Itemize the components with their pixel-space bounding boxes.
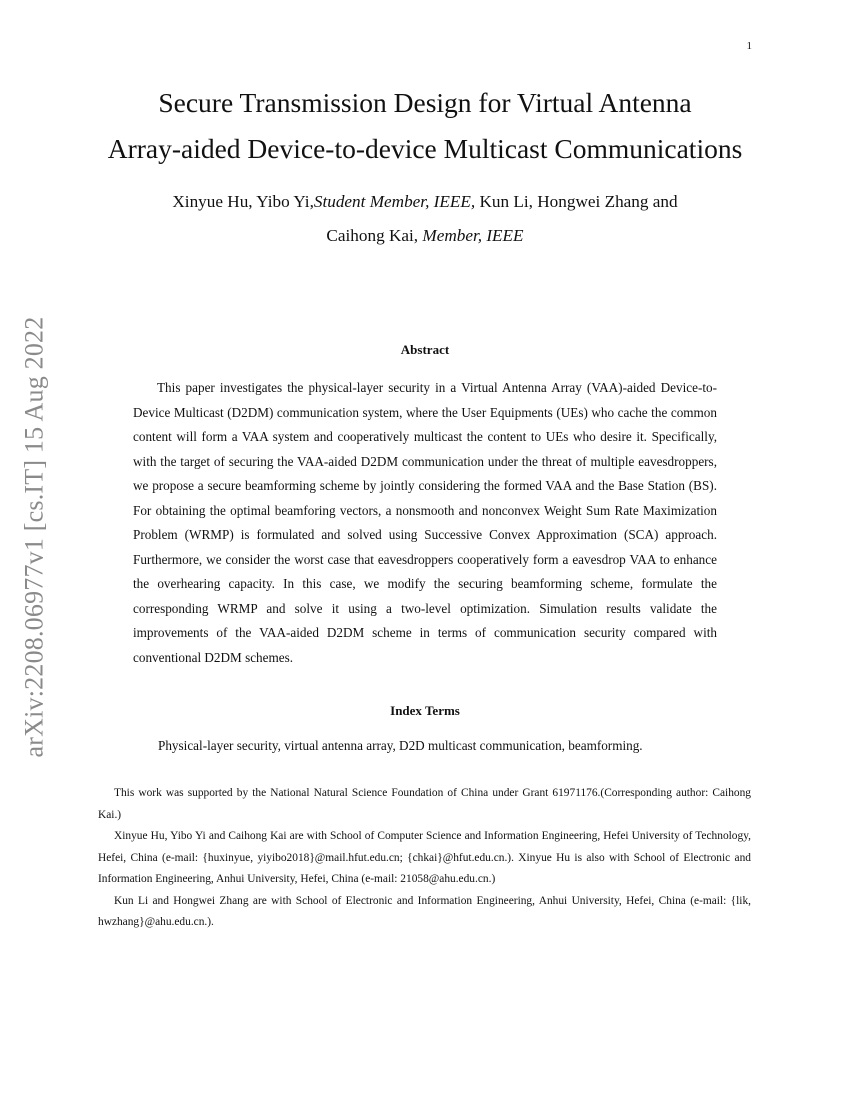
abstract-heading: Abstract [400, 342, 450, 357]
author-line-2 [60, 219, 790, 253]
index-terms-heading: Index Terms [390, 703, 460, 718]
author-list [60, 185, 790, 253]
title-line-1: Secure Transmission Design for Virtual Antenna [158, 87, 692, 118]
footnote-affiliation-2: Kun Li and Hongwei Zhang are with School of Electronic and Information Engineering, Anhui University, Hefei, China (e-mail: {lik, hwzhang}@ahu.edu.cn.). [98, 894, 751, 928]
footnote-funding: This work was supported by the National Natural Science Foundation of China under Grant 61971176.(Corresponding author: Caihong Kai.) [98, 787, 751, 821]
author-line-1 [60, 185, 790, 219]
abstract-text: This paper investigates the physical-layer security in a Virtual Antenna Array (VAA)-aided Device-to-Device Multicast (D2DM) communication system, where the User Equipments (UEs) who cache the common content will form a VAA system and cooperatively multicast the content to UEs who desire it. Specifically, with the target of securing the VAA-aided D2DM communication under the threat of multiple eavesdroppers, we propose a secure beamforming scheme by jointly considering the formed VAA and the Base Station (BS). For obtaining the optimal beamforing vectors, a nonsmooth and nonconvex Weight Sum Rate Maximization Problem (WRMP) is formulated and solved using Successive Convex Approximation (SCA) approach. Furthermore, we consider the worst case that eavesdroppers cooperatively form a eavesdrop VAA to enhance the overhearing capacity. In this case, we modify the securing beamforming scheme, formulate the corresponding WRMP and solve it using a two-level optimization. Simulation results validate the improvements of the VAA-aided D2DM scheme in terms of communication security compared with conventional D2DM schemes. [133, 380, 717, 665]
author-names-2: Kun Li, Hongwei Zhang and [475, 192, 678, 211]
title-line-2: Array-aided Device-to-device Multicast Communications [107, 133, 743, 164]
author-names-1: Xinyue Hu, Yibo Yi, [172, 192, 314, 211]
author-names-3: Caihong Kai, [326, 226, 423, 245]
footnotes [98, 783, 751, 934]
page-number: 1 [746, 40, 752, 52]
paper-title [60, 80, 790, 172]
arxiv-stamp-text: arXiv:2208.06977v1 [cs.IT] 15 Aug 2022 [19, 316, 49, 758]
author-role-1: Student Member, IEEE, [313, 192, 476, 211]
index-terms-text: Physical-layer security, virtual antenna array, D2D multicast communication, beamforming. [158, 738, 643, 753]
footnote-affiliation-1: Xinyue Hu, Yibo Yi and Caihong Kai are with School of Computer Science and Information Engineering, Hefei University of Technology, Hefei, China (e-mail: {huxinyue, yiyibo2018}@mail.hfut.edu.cn; {chkai}@hfut.edu.cn.). Xinyue Hu is also with School of Electronic and Information Engineering, Anhui University, Hefei, China (e-mail: 21058@ahu.edu.cn.) [98, 830, 751, 885]
author-role-2: Member, IEEE [422, 226, 524, 245]
